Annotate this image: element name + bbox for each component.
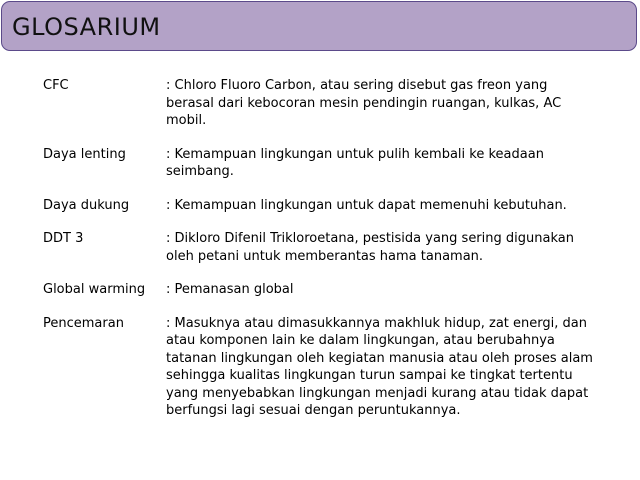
glossary-entry-pencemaran bbox=[43, 315, 613, 420]
glossary-term: Daya lenting bbox=[43, 146, 126, 162]
glossary-definition: : Masuknya atau dimasukkannya makhluk hidup, zat energi, dan atau komponen lain ke dalam lingkungan, atau berubahnya tatanan lingkungan oleh kegiatan manusia atau oleh proses alam sehingga kualitas lingkungan turun sampai ke tingkat tertentu yang menyebabkan lingkungan menjadi kurang atau tidak dapat berfungsi lagi sesuai dengan peruntukannya. bbox=[166, 315, 593, 418]
glossary-list bbox=[43, 77, 613, 420]
glossary-term: Daya dukung bbox=[43, 197, 130, 213]
glossary-definition: : Kemampuan lingkungan untuk dapat memenuhi kebutuhan. bbox=[166, 197, 567, 213]
glossary-term: CFC bbox=[43, 78, 69, 93]
glossary-entry-daya-dukung bbox=[43, 197, 613, 215]
glossary-definition: : Dikloro Difenil Trikloroetana, pestisida yang sering digunakan oleh petani untuk memberantas hama tanaman. bbox=[166, 231, 574, 264]
glossary-term: Global warming bbox=[43, 282, 146, 297]
glossary-entry-daya-lenting bbox=[43, 146, 613, 181]
glossary-definition: : Kemampuan lingkungan untuk pulih kembali ke keadaan seimbang. bbox=[166, 146, 544, 179]
glossary-term: DDT 3 bbox=[43, 231, 84, 246]
glossary-entry-cfc bbox=[43, 77, 613, 130]
page-title: GLOSARIUM bbox=[12, 13, 161, 41]
glossary-definition: : Chloro Fluoro Carbon, atau sering disebut gas freon yang berasal dari kebocoran mesin pendingin ruangan, kulkas, AC mobil. bbox=[166, 78, 562, 128]
title-banner bbox=[1, 1, 637, 51]
glossary-term: Pencemaran bbox=[43, 315, 124, 331]
glossary-entry-ddt bbox=[43, 230, 613, 265]
glossary-definition: : Pemanasan global bbox=[166, 282, 294, 297]
glossary-entry-global-warming bbox=[43, 281, 613, 299]
